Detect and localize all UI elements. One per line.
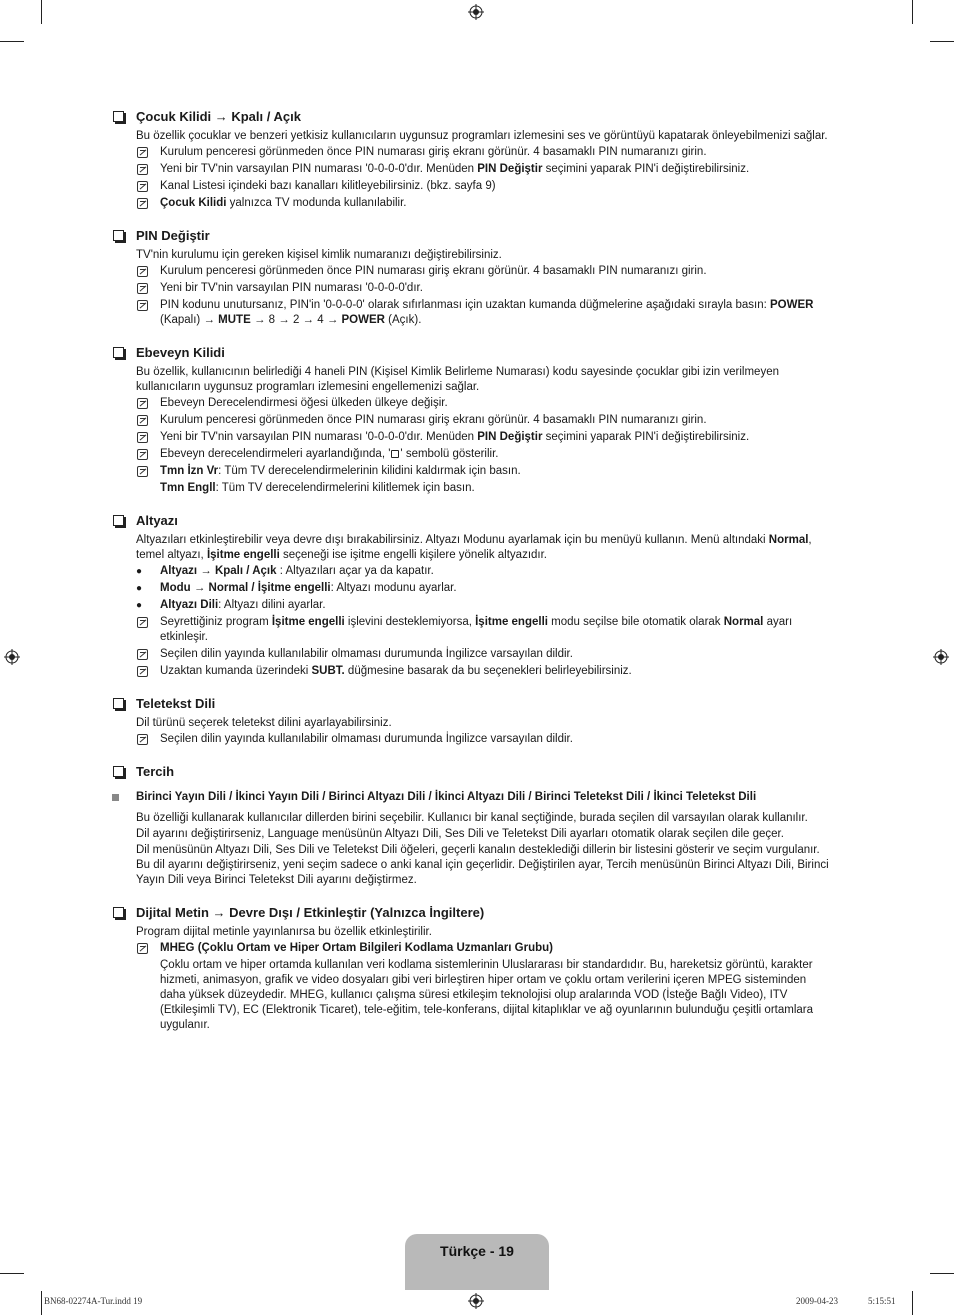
checkbox-bullet-icon [113,698,124,709]
page-number: Türkçe - 19 [440,1243,514,1259]
text-run: (Kapalı) → [160,314,219,326]
note-pencil-icon [137,181,148,192]
bold-text: Normal [768,534,809,546]
text-run: Program dijital metinle yayınlanırsa bu özellik etkinleştirilir. [136,926,432,938]
bold-text: SUBT. [311,665,345,677]
text-run: Dijital Metin → Devre Dışı / Etkinleştir (Yalnızca İngiltere) [136,905,485,920]
text-run: seçimini yaparak PIN'i değiştirebilirsiniz. [542,431,750,443]
paragraph [136,716,834,731]
bullet-dot-icon: ● [136,583,143,594]
checkbox-bullet-icon [113,347,124,358]
text-run: Kanal Listesi içindeki bazı kanalları kilitleyebilirsiniz. (bkz. sayfa 9) [160,180,496,192]
bullet-text [160,598,326,613]
section-heading [112,904,834,921]
note-pencil-icon [137,466,148,477]
bullet-item [136,564,834,579]
text-run: Altyazıları etkinleştirebilir veya devre dışı bırakabilirsiniz. Altyazı Modunu ayarlamak için bu menüyü kullanın. Menü altındaki [136,534,769,546]
text-run: Yeni bir TV'nin varsayılan PIN numarası '0-0-0-0'dır. Menüden [160,431,478,443]
registration-mark-icon [468,4,484,20]
text-run: : Tüm TV derecelendirmelerini kilitlemek için basın. [215,482,475,494]
text-run: Altyazı [136,513,178,528]
text-run: Ebeveyn Derecelendirmesi öğesi ülkeden ülkeye değişir. [160,397,448,409]
bold-text: MHEG (Çoklu Ortam ve Hiper Ortam Bilgileri Kodlama Uzmanları Grubu) [160,942,553,954]
note-pencil-icon [137,164,148,175]
bold-text: Modu → Normal / İşitme engelli [160,582,331,594]
paragraph [136,811,834,826]
text-run: Birinci Yayın Dili / İkinci Yayın Dili / Birinci Altyazı Dili / İkinci Altyazı Dili / Birinci Teletekst Dili / İkinci Teletekst Dili [136,791,757,803]
text-run: Bu özelliği kullanarak kullanıcılar dillerden birini seçebilir. Kullanıcı bir kanal seçtiğinde, burada seçilen dil varsayılan olarak kullanılır. [136,812,808,824]
text-run: ayarı etkinleşir. [160,616,793,643]
note-item [136,732,834,747]
text-run: PIN kodunu unutursanız, PIN'in '0-0-0-0' olarak sıfırlanması için uzaktan kumanda düğmelerine aşağıdaki sırayla basın: [160,299,771,311]
note-text [160,647,834,662]
crop-mark [912,1291,913,1315]
crop-mark [0,41,24,42]
section-heading [112,695,834,712]
note-pencil-icon [137,432,148,443]
sub-heading-text [136,790,756,805]
note-text [160,615,834,645]
manual-section [112,108,834,211]
manual-section [112,904,834,1033]
bold-text: PIN Değiştir [477,163,543,175]
note-pencil-icon [137,649,148,660]
bold-text: MUTE [218,314,251,326]
text-run: işlevini desteklemiyorsa, [344,616,476,628]
section-title [136,763,834,780]
crop-mark [930,41,954,42]
manual-section [112,344,834,496]
note-text [160,732,834,747]
text-run: → 8 → 2 → 4 → [250,314,342,326]
text-run: Kurulum penceresi görünmeden önce PIN numarası giriş ekranı görünür. 4 basamaklı PIN numaranızı girin. [160,414,707,426]
crop-mark [41,0,42,24]
crop-mark [41,1291,42,1315]
bold-text: Çocuk Kilidi [160,197,227,209]
text-run: Tercih [136,764,175,779]
text-run: Seçilen dilin yayında kullanılabilir olmaması durumunda İngilizce varsayılan dildir. [160,733,573,745]
note-item [136,281,834,296]
text-run: Teletekst Dili [136,696,216,711]
bold-text: Altyazı Dili [160,599,219,611]
text-run: ' sembolü gösterilir. [400,448,499,460]
note-pencil-icon [137,617,148,628]
text-run: TV'nin kurulumu için gereken kişisel kimlik numaranızı değiştirebilirsiniz. [136,249,502,261]
note-item [136,664,834,679]
text-run: modu seçilse bile otomatik olarak [547,616,724,628]
bold-text: Normal [723,616,764,628]
note-pencil-icon [137,666,148,677]
paragraph [136,248,834,263]
text-run: Kurulum penceresi görünmeden önce PIN numarası giriş ekranı görünür. 4 basamaklı PIN numaranızı girin. [160,146,707,158]
paragraph [136,129,834,144]
note-pencil-icon [137,198,148,209]
text-run: Dil ayarını değiştirirseniz, Language menüsünün Altyazı Dili, Ses Dili ve Teletekst Dili ayarları otomatik olarak seçilen dile geçer. [136,828,784,840]
text-run: , temel altyazı, [136,534,812,561]
manual-section [112,763,834,888]
note-text [160,464,834,479]
note-item [136,396,834,411]
print-date: 2009-04-23 [796,1296,838,1306]
checkbox-bullet-icon [113,766,124,777]
note-item [136,464,834,479]
note-text [160,430,834,445]
lock-icon [391,450,399,458]
bold-text: İşitme engelli [475,616,548,628]
text-run: Yeni bir TV'nin varsayılan PIN numarası '0-0-0-0'dır. [160,282,423,294]
note-text [160,145,834,160]
text-run: : Altyazı dilini ayarlar. [218,599,326,611]
section-title [136,695,834,712]
note-text [160,196,834,211]
note-text [160,264,834,279]
note-pencil-icon [137,283,148,294]
registration-mark-icon [933,649,949,665]
section-title [136,227,834,244]
bullet-text [160,564,434,579]
bold-text: Altyazı → Kpalı / Açık [160,565,277,577]
bullet-item [136,581,834,596]
note-item [136,413,834,428]
bold-text: İşitme engelli [206,549,280,561]
note-item [136,941,834,956]
sub-heading [112,790,834,805]
section-title [136,904,834,921]
crop-mark [912,0,913,24]
checkbox-bullet-icon [113,515,124,526]
note-text [160,664,834,679]
print-time: 5:15:51 [868,1296,896,1306]
section-heading [112,227,834,244]
bold-text: PIN Değiştir [477,431,543,443]
section-heading [112,763,834,780]
paragraph [136,533,834,563]
text-run: Uzaktan kumanda üzerindeki [160,665,312,677]
note-text [160,941,834,956]
note-item [136,264,834,279]
paragraph [136,925,834,940]
note-item [136,430,834,445]
text-run: Dil menüsünün Altyazı Dili, Ses Dili ve Teletekst Dili öğeleri, geçerli kanalın desteklediği dillerin bir listesini gösterir ve seçim vurgulanır. Bu dil ayarını değiştirirseniz, yeni seçim sadece o anki kanal için geçerlidir. Değiştirilen ayar, Tercih menüsünün Birinci Altyazı Dili, Birinci Yayın Dili veya Birinci Teletekst Dili ayarını değiştirmez. [136,844,829,886]
bold-text: POWER [341,314,385,326]
text-run: Dil türünü seçerek teletekst dilini ayarlayabilirsiniz. [136,717,392,729]
note-item [136,447,834,462]
crop-mark [930,1273,954,1274]
text-run: Kurulum penceresi görünmeden önce PIN numarası giriş ekranı görünür. 4 basamaklı PIN numaranızı girin. [160,265,707,277]
note-pencil-icon [137,147,148,158]
bold-text: POWER [770,299,814,311]
note-text [160,396,834,411]
note-pencil-icon [137,398,148,409]
bold-text: İşitme engelli [271,616,345,628]
bullet-item [136,598,834,613]
text-run: Bu özellik çocuklar ve benzeri yetkisiz kullanıcıların uygunsuz programları izlemesini ses ve görüntüyü kapatarak önleyebilmenizi sağlar. [136,130,828,142]
crop-mark [0,1273,24,1274]
note-pencil-icon [137,266,148,277]
text-run: seçimini yaparak PIN'i değiştirebilirsiniz. [542,163,750,175]
bold-text: Tmn Engll [160,482,216,494]
registration-mark-icon [468,1293,484,1309]
text-run: (Açık). [384,314,422,326]
note-item [136,615,834,645]
section-title [136,108,834,125]
text-run: Seyrettiğiniz program [160,616,272,628]
square-bullet-icon [112,794,119,801]
registration-mark-icon [4,649,20,665]
bold-text: Tmn İzn Vr [160,465,219,477]
paragraph [160,958,834,1033]
note-text [160,162,834,177]
section-title [136,512,834,529]
text-run: seçeneği ise işitme engelli kişilere yönelik altyazıdır. [279,549,547,561]
text-run: Çoklu ortam ve hiper ortamda kullanılan veri kodlama sistemlerinin Uluslararası bir standardıdır. Bu, hareketsiz görüntü, karakter hizmeti, animasyon, grafik ve video dosyaları gibi veri birleştiren hiper ortam ve çoklu ortam verilerini içeren MPEG sisteminden daha yüksek düzeydedir. MHEG, kullanıcı çalışma süresi etkileşim teknolojisi olup aralarında VOD (İsteğe Bağlı Video), ITV (Etkileşimli TV), EC (Elektronik Ticaret), tele-eğitim, tele-konferans, dijital kitaplıklar ve ağ oyunlarının bulunduğu çeşitli ortamlara uygulanır. [160,959,813,1031]
paragraph [136,827,834,842]
section-heading [112,108,834,125]
paragraph [160,481,834,496]
note-pencil-icon [137,449,148,460]
note-item [136,179,834,194]
paragraph [136,365,834,395]
text-run: Ebeveyn Kilidi [136,345,225,360]
manual-section [112,512,834,679]
manual-section [112,695,834,747]
note-pencil-icon [137,734,148,745]
section-title [136,344,834,361]
text-run: : Tüm TV derecelendirmelerinin kilidini kaldırmak için basın. [218,465,521,477]
note-text [160,179,834,194]
text-run: : Altyazı modunu ayarlar. [330,582,457,594]
bullet-dot-icon: ● [136,566,143,577]
text-run: : Altyazıları açar ya da kapatır. [276,565,434,577]
section-heading [112,512,834,529]
note-item [136,145,834,160]
note-item [136,298,834,328]
text-run: Seçilen dilin yayında kullanılabilir olmaması durumunda İngilizce varsayılan dildir. [160,648,573,660]
text-run: düğmesine basarak da bu seçenekleri belirleyebilirsiniz. [344,665,632,677]
note-text [160,281,834,296]
checkbox-bullet-icon [113,230,124,241]
checkbox-bullet-icon [113,907,124,918]
note-item [136,196,834,211]
paragraph [136,843,834,888]
print-file-info: BN68-02274A-Tur.indd 19 [44,1296,143,1306]
note-item [136,162,834,177]
text-run: Çocuk Kilidi → Kpalı / Açık [136,109,301,124]
note-pencil-icon [137,300,148,311]
note-item [136,647,834,662]
text-run: PIN Değiştir [136,228,210,243]
checkbox-bullet-icon [113,111,124,122]
note-pencil-icon [137,943,148,954]
text-run: Ebeveyn derecelendirmeleri ayarlandığında, ' [160,448,391,460]
section-heading [112,344,834,361]
text-run: Yeni bir TV'nin varsayılan PIN numarası '0-0-0-0'dır. Menüden [160,163,478,175]
bullet-text [160,581,457,596]
note-text [160,447,834,462]
manual-content [112,108,834,1049]
bullet-dot-icon: ● [136,600,143,611]
note-text [160,413,834,428]
note-pencil-icon [137,415,148,426]
manual-section [112,227,834,328]
text-run: yalnızca TV modunda kullanılabilir. [226,197,407,209]
note-text [160,298,834,328]
text-run: Bu özellik, kullanıcının belirlediği 4 haneli PIN (Kişisel Kimlik Belirleme Numarası) kodu sayesinde çocuklar gibi izin verilmeyen kullanıcıların uygunsuz programları izlemesini engellemenizi sağlar. [136,366,779,393]
